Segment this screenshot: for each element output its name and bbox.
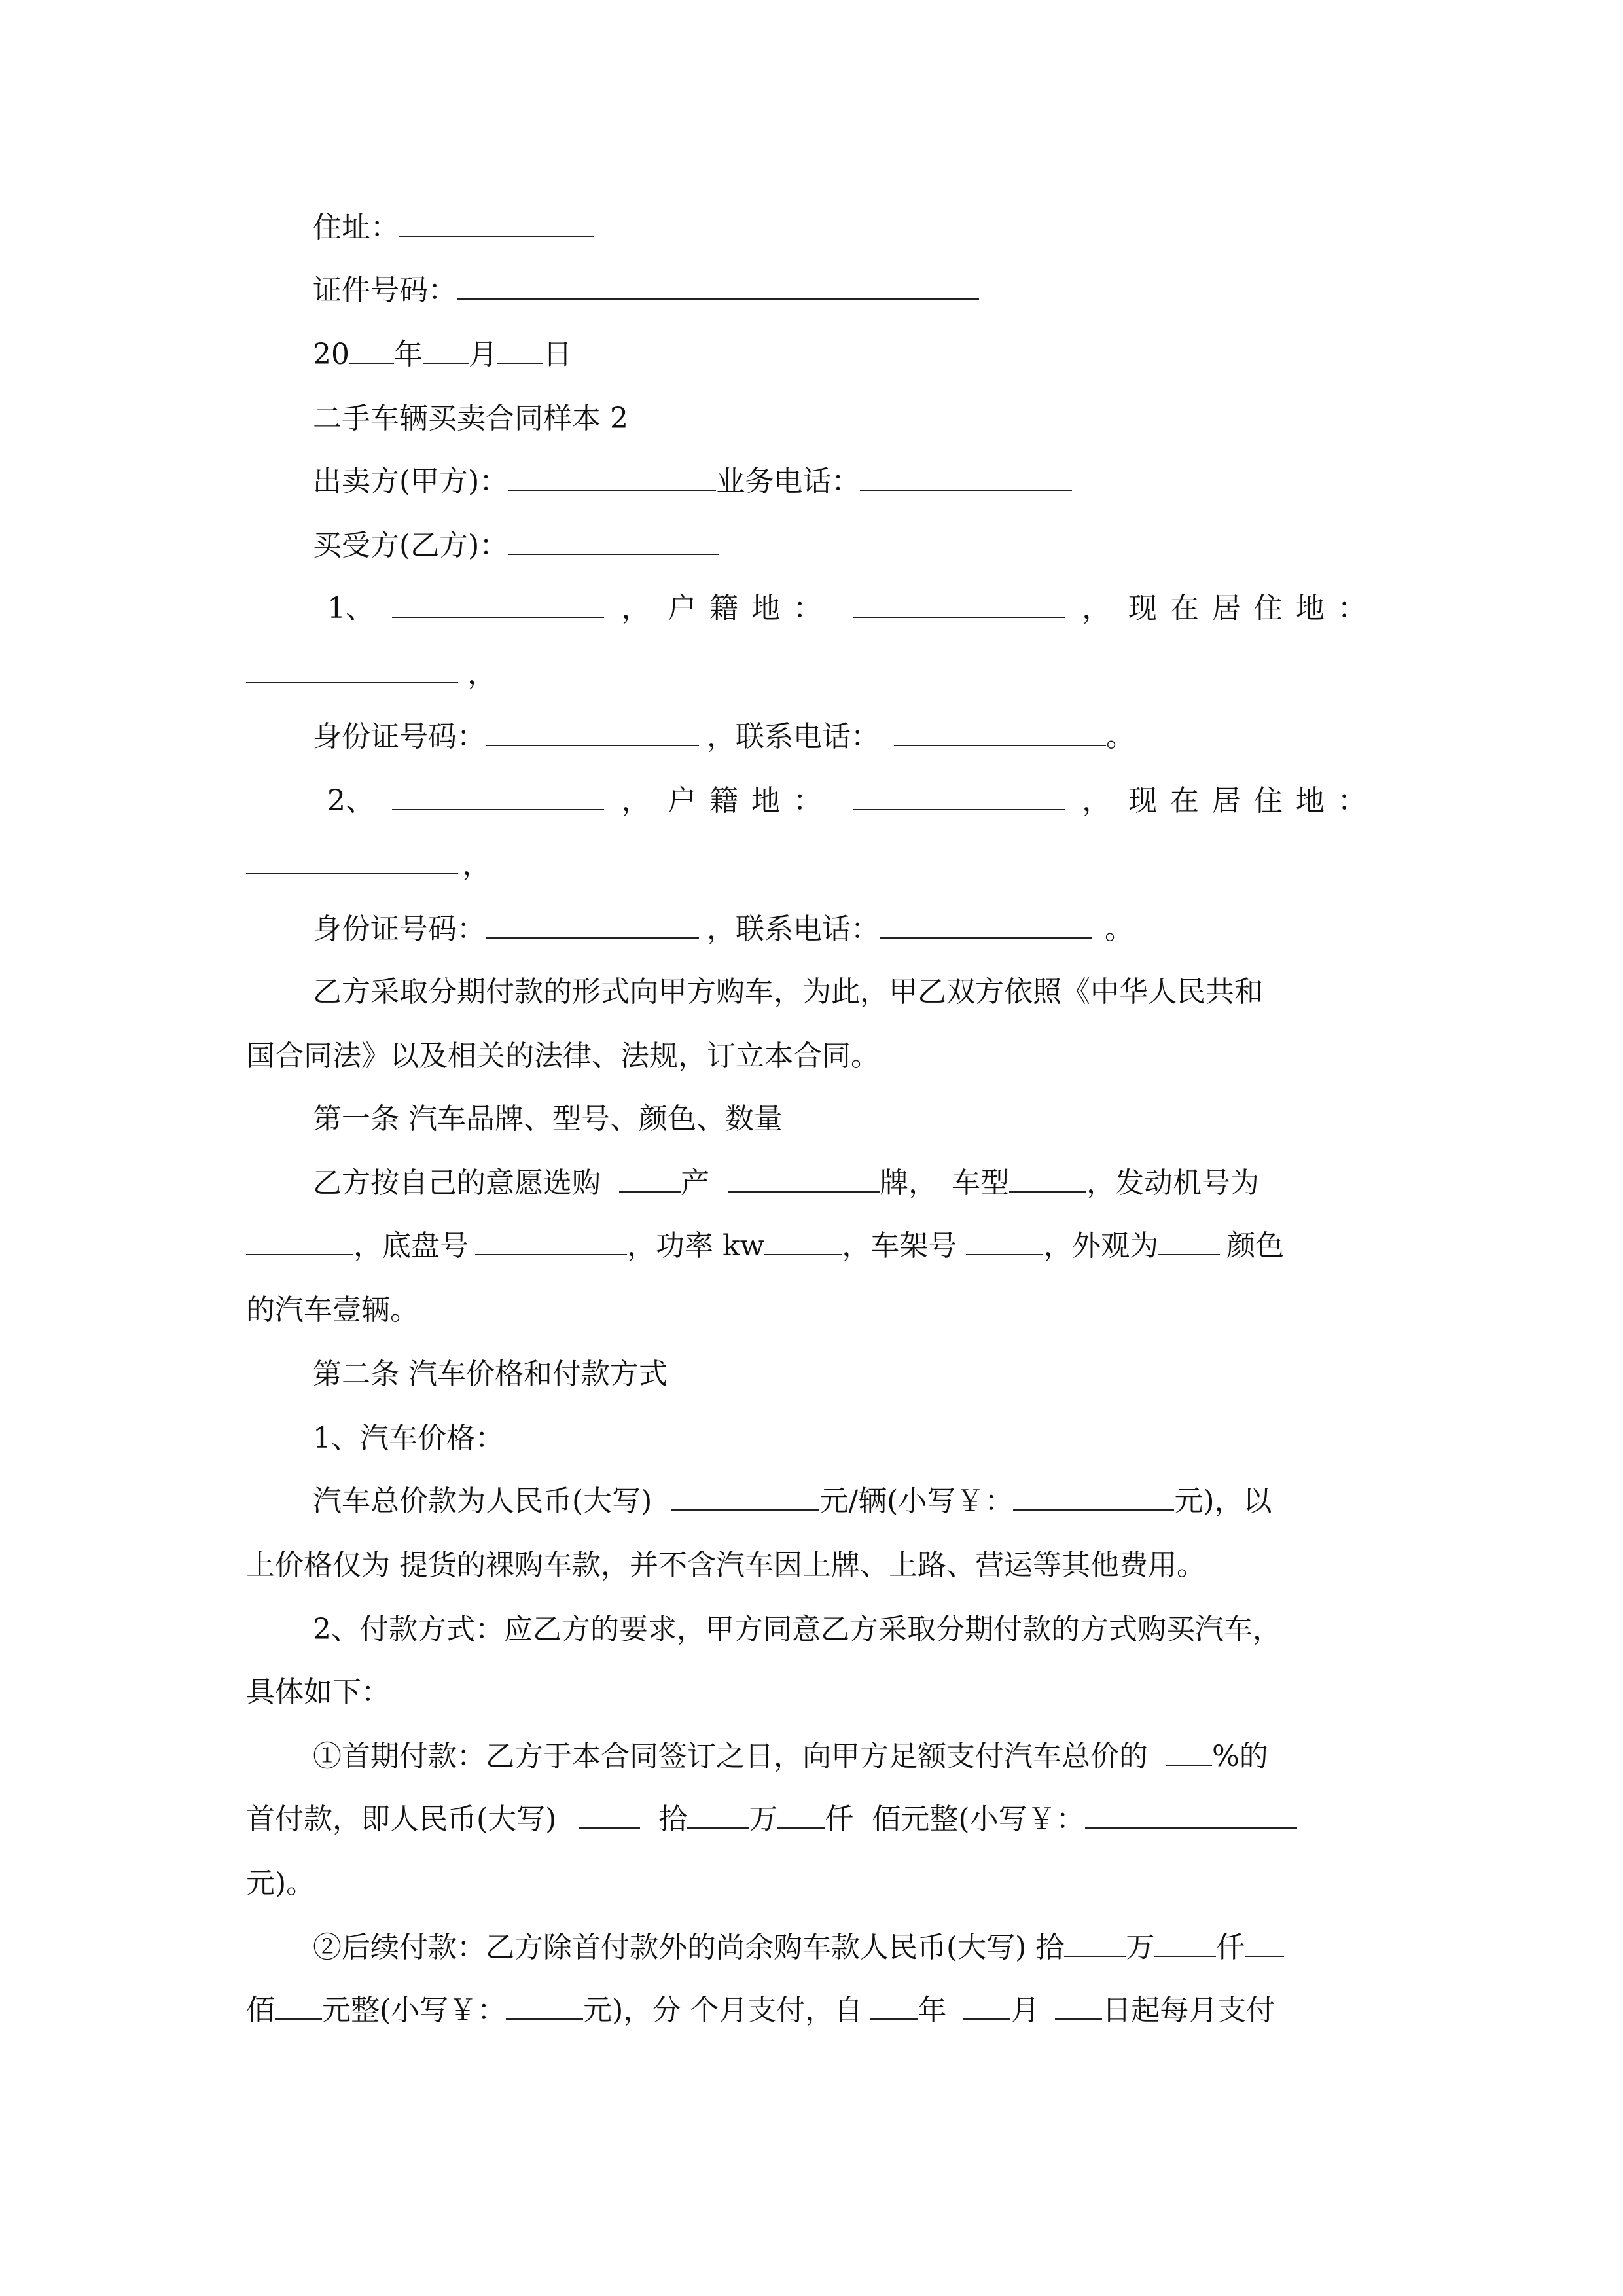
installment-months-label: 元)，分 个月支付，自 xyxy=(583,1994,863,2027)
seller-line xyxy=(313,462,1072,501)
party2-comma2: ， xyxy=(1082,784,1111,817)
article2-heading: 第二条 汽车价格和付款方式 xyxy=(313,1357,668,1391)
buyer-label: 买受方(乙方)： xyxy=(313,529,508,562)
frame-label: ，车架号 xyxy=(842,1229,957,1263)
party2-residence-blank xyxy=(246,847,458,874)
installment-line1 xyxy=(313,1928,1284,1967)
business-phone-blank xyxy=(860,463,1072,491)
down-payment-label: ①首期付款：乙方于本合同签订之日，向甲方足额支付汽车总价的 xyxy=(313,1740,1148,1773)
down-payment-line2 xyxy=(246,1800,1297,1839)
party1-comma2: ， xyxy=(1082,592,1111,625)
year-prefix: 20 xyxy=(313,338,349,371)
total-price-upper-blank xyxy=(671,1483,819,1511)
start-year-blank xyxy=(870,1992,918,2020)
article1-line1 xyxy=(313,1164,1259,1203)
shi-blank xyxy=(579,1801,640,1829)
party1-id-line xyxy=(313,717,1135,757)
installment-bai-blank xyxy=(275,1992,322,2020)
installment-label: ②后续付款：乙方除首付款外的尚余购车款人民币(大写) 拾 xyxy=(313,1931,1065,1964)
installment-shi-blank xyxy=(1064,1929,1126,1957)
address-blank xyxy=(399,209,594,237)
year-label: 年 xyxy=(394,338,423,371)
total-price-lower-blank xyxy=(1013,1483,1174,1511)
installment-qian-label: 仟 xyxy=(1216,1931,1245,1964)
down-payment-line1 xyxy=(313,1737,1268,1776)
buyer-blank xyxy=(508,528,719,555)
price-line1 xyxy=(313,1482,1272,1521)
model-label: 车型 xyxy=(952,1166,1009,1200)
total-price-lower-label: 元/辆(小写￥： xyxy=(819,1484,1014,1518)
month-blank xyxy=(423,336,469,364)
qian-blank xyxy=(777,1801,825,1829)
price-line2: 上价格仅为 提货的裸购车款，并不含汽车因上牌、上路、营运等其他费用。 xyxy=(246,1549,1205,1582)
party1-id-label: 身份证号码： xyxy=(313,720,486,753)
frame-blank xyxy=(966,1228,1043,1255)
party1-name-blank xyxy=(392,590,604,618)
intro-paragraph-line1: 乙方采取分期付款的形式向甲方购车，为此，甲乙双方依照《中华人民共和 xyxy=(313,975,1263,1009)
qian-label: 仟 xyxy=(825,1803,854,1836)
down-payment-line3: 元)。 xyxy=(246,1867,315,1900)
payment-line1: 2、付款方式：应乙方的要求，甲方同意乙方采取分期付款的方式购买汽车， xyxy=(313,1613,1281,1646)
party2-phone-blank xyxy=(880,911,1092,939)
start-year-label: 年 xyxy=(918,1994,947,2027)
down-payment-percent-label: %的 xyxy=(1212,1740,1268,1773)
article1-heading: 第一条 汽车品牌、型号、颜色、数量 xyxy=(313,1102,783,1136)
total-price-label: 汽车总价款为人民币(大写) xyxy=(313,1484,652,1518)
installment-line2 xyxy=(246,1991,1275,2030)
wan-blank xyxy=(687,1801,749,1829)
day-label: 日 xyxy=(543,338,572,371)
party2-id-line xyxy=(313,910,1133,949)
id-number-blank xyxy=(457,272,979,300)
installment-bai-label: 佰 xyxy=(246,1994,275,2027)
party1-phone-label: ，联系电话： xyxy=(707,720,880,753)
party2-huji-blank xyxy=(853,783,1065,810)
party1-line xyxy=(246,589,1380,628)
party1-number: 1、 xyxy=(327,592,374,625)
address-line xyxy=(313,208,594,247)
color-blank xyxy=(1158,1228,1220,1255)
wan-label: 万 xyxy=(749,1803,778,1836)
engine-label: ，发动机号为 xyxy=(1086,1166,1259,1200)
party1-end: 。 xyxy=(1106,720,1135,753)
chassis-label: ，底盘号 xyxy=(353,1229,469,1263)
party1-residence-label: 现在居住地： xyxy=(1128,592,1380,625)
date-line xyxy=(313,335,572,374)
party2-residence-end: ， xyxy=(462,848,491,882)
party2-end: 。 xyxy=(1105,912,1133,946)
payment-line2: 具体如下： xyxy=(246,1676,390,1709)
installment-lower-label: 元整(小写￥： xyxy=(322,1994,507,2027)
party1-id-blank xyxy=(486,719,699,746)
buyer-line xyxy=(313,526,719,565)
installment-wan-label: 万 xyxy=(1126,1931,1155,1964)
power-blank xyxy=(764,1228,842,1255)
seller-label: 出卖方(甲方)： xyxy=(313,465,508,498)
down-payment-percent-blank xyxy=(1166,1738,1212,1766)
address-label: 住址： xyxy=(313,211,399,244)
month-label: 月 xyxy=(469,338,497,371)
party1-huji-label: 户籍地： xyxy=(667,592,835,625)
brand-label: 牌， xyxy=(880,1166,937,1200)
id-number-label: 证件号码： xyxy=(313,274,457,307)
shi-label: 拾 xyxy=(658,1803,688,1836)
down-payment-lower-label: 佰元整(小写￥： xyxy=(872,1803,1085,1836)
start-month-label: 月 xyxy=(1010,1994,1040,2027)
business-phone-label: 业务电话： xyxy=(716,465,861,498)
party1-huji-blank xyxy=(853,590,1065,618)
seller-blank xyxy=(508,463,716,491)
id-number-line xyxy=(313,271,979,310)
down-payment-lower-blank xyxy=(1085,1801,1297,1829)
brand-blank xyxy=(728,1165,880,1193)
party1-residence-blank xyxy=(246,656,458,683)
price-heading: 1、汽车价格： xyxy=(313,1422,504,1455)
party2-line xyxy=(246,781,1380,821)
power-label: ，功率 kw xyxy=(627,1229,765,1263)
origin-label: 产 xyxy=(681,1166,709,1200)
chassis-blank xyxy=(475,1228,627,1255)
installment-qian-blank xyxy=(1245,1929,1284,1957)
party2-id-blank xyxy=(486,911,699,939)
installment-lower-blank xyxy=(506,1992,583,2020)
party2-id-label: 身份证号码： xyxy=(313,912,486,946)
party2-phone-label: ，联系电话： xyxy=(707,912,880,946)
party1-phone-blank xyxy=(894,719,1106,746)
start-month-blank xyxy=(963,1992,1010,2020)
select-label: 乙方按自己的意愿选购 xyxy=(313,1166,601,1200)
start-day-blank xyxy=(1055,1992,1102,2020)
party2-comma: ， xyxy=(621,784,651,817)
origin-blank xyxy=(619,1165,681,1193)
article1-line2 xyxy=(246,1227,1284,1266)
total-price-end: 元)，以 xyxy=(1174,1484,1272,1518)
document-title: 二手车辆买卖合同样本 2 xyxy=(313,402,628,435)
party2-name-blank xyxy=(392,783,604,810)
color-label: 颜色 xyxy=(1226,1229,1285,1263)
party2-residence-line xyxy=(246,846,491,885)
intro-paragraph-line2: 国合同法》以及相关的法律、法规，订立本合同。 xyxy=(246,1039,880,1073)
day-blank xyxy=(497,336,543,364)
model-blank xyxy=(1009,1165,1086,1193)
party2-huji-label: 户籍地： xyxy=(667,784,835,817)
start-day-label: 日起每月支付 xyxy=(1102,1994,1275,2027)
party1-comma: ， xyxy=(621,592,651,625)
engine-blank xyxy=(246,1228,353,1255)
exterior-label: ，外观为 xyxy=(1043,1229,1159,1263)
year-blank xyxy=(349,336,394,364)
down-payment-upper-label: 首付款，即人民币(大写) xyxy=(246,1803,557,1836)
party1-residence-end: ， xyxy=(467,657,496,691)
article1-line3: 的汽车壹辆。 xyxy=(246,1293,419,1327)
party2-number: 2、 xyxy=(327,784,374,817)
party1-residence-line xyxy=(246,655,496,694)
party2-residence-label: 现在居住地： xyxy=(1128,784,1380,817)
installment-wan-blank xyxy=(1154,1929,1216,1957)
